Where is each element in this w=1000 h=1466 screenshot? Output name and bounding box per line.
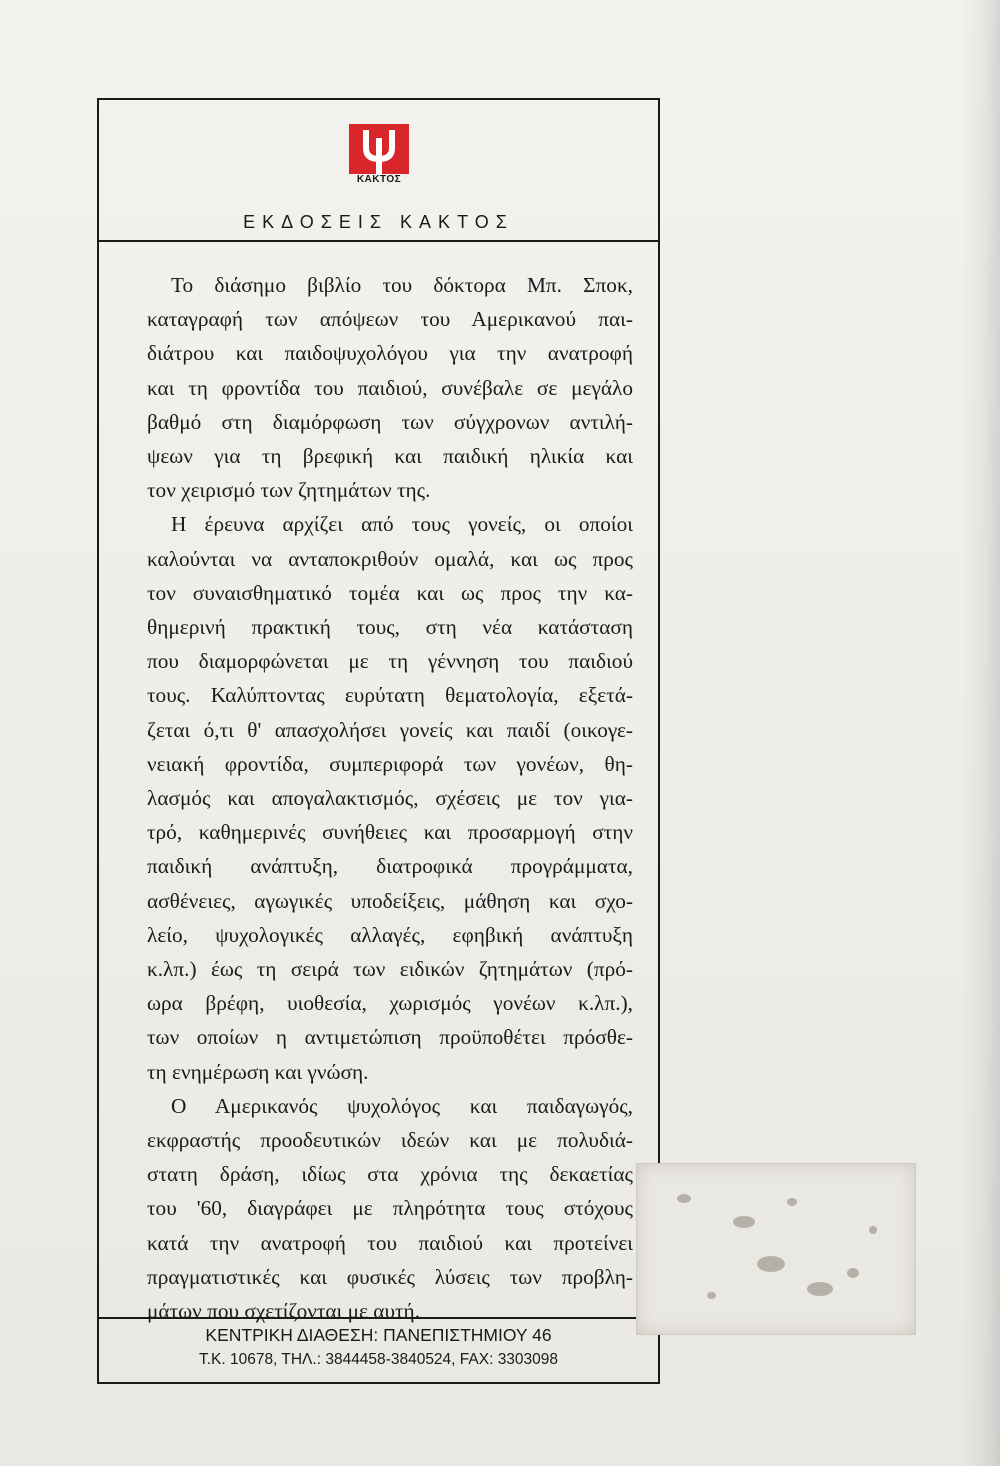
- blurb-line: λείο, ψυχολογικές αλλαγές, εφηβική ανάπτυξη: [147, 922, 633, 947]
- blurb-line: των οποίων η αντιμετώπιση προϋποθέτει πρόσθε-: [147, 1025, 633, 1050]
- blurb-line: διάτρου και παιδοψυχολόγου για την ανατροφή: [147, 341, 633, 366]
- blurb-line: παιδική ανάπτυξη, διατροφικά προγράμματα,: [147, 854, 633, 879]
- blurb-line: τους. Καλύπτοντας ευρύτατη θεματολογία, εξετά-: [147, 683, 633, 708]
- blurb-line: ψεων για τη βρεφική και παιδική ηλικία και: [147, 444, 633, 469]
- cover-frame: [97, 98, 660, 1384]
- blurb-paragraph: [147, 507, 633, 1088]
- publisher-name: ΕΚΔΟΣΕΙΣ ΚΑΚΤΟΣ: [243, 212, 514, 232]
- blurb-line: εκφραστής προοδευτικών ιδεών και με πολυδιά-: [147, 1128, 633, 1153]
- blurb-line: τη ενημέρωση και γνώση.: [147, 1059, 369, 1084]
- blurb-line: ωρα βρέφη, υιοθεσία, χωρισμός γονέων κ.λπ.),: [147, 991, 633, 1016]
- distribution-footer: [99, 1317, 658, 1382]
- blurb-line: πραγματιστικές και φυσικές λύσεις των προβλη-: [147, 1264, 633, 1289]
- blurb-paragraph: [147, 268, 633, 507]
- logo-caption: ΚΑΚΤΟΣ: [356, 174, 402, 185]
- blurb-line: Ο Αμερικανός ψυχολόγος και παιδαγωγός,: [171, 1093, 633, 1118]
- blurb-line: Το διάσημο βιβλίο του δόκτορα Μπ. Σποκ,: [171, 273, 633, 297]
- blurb-line: βαθμό στη διαμόρφωση των σύγχρονων αντιλή-: [147, 409, 633, 434]
- blurb-line: καλούνται να ανταποκριθούν ομαλά, και ως προς: [147, 546, 633, 571]
- torn-price-sticker: [636, 1163, 916, 1335]
- blurb-line: ασθένειες, αγωγικές υποδείξεις, μάθηση και σχο-: [147, 888, 633, 913]
- blurb-line: θημερινή πρακτική τους, στη νέα κατάσταση: [147, 615, 633, 640]
- blurb-line: τον χειρισμό των ζητημάτων της.: [147, 478, 431, 503]
- blurb-line: μάτων που σχετίζονται με αυτή.: [147, 1299, 421, 1324]
- blurb-line: καταγραφή των απόψεων του Αμερικανού παι-: [147, 307, 633, 332]
- blurb-line: κατά την ανατροφή του παιδιού και προτείνει: [147, 1230, 633, 1255]
- address-line: ΚΕΝΤΡΙΚΗ ΔΙΑΘΕΣΗ: ΠΑΝΕΠΙΣΤΗΜΙΟΥ 46: [205, 1325, 552, 1345]
- blurb-line: τρό, καθημερινές συνήθειες και προσαρμογή στην: [147, 820, 633, 845]
- publisher-header: [99, 100, 658, 242]
- blurb-text: [147, 268, 633, 1328]
- contact-line: Τ.Κ. 10678, ΤΗΛ.: 3844458-3840524, FAX: 3303098: [198, 1351, 559, 1368]
- blurb-line: ζεται ό,τι θ' απασχολήσει γονείς και παιδί (οικογε-: [147, 717, 633, 742]
- blurb-line: κ.λπ.) έως τη σειρά των ειδικών ζητημάτων (πρό-: [147, 957, 633, 982]
- blurb-line: Η έρευνα αρχίζει από τους γονείς, οι οποίοι: [171, 512, 633, 537]
- blurb-line: του '60, διαγράφει με πληρότητα τους στόχους: [147, 1196, 633, 1221]
- blurb-line: λασμός και απογαλακτισμός, σχέσεις με τον για-: [147, 786, 633, 811]
- blurb-paragraph: [147, 1089, 633, 1328]
- blurb-line: στατη δράση, ιδίως στα χρόνια της δεκαετίας: [147, 1162, 633, 1187]
- blurb-line: και τη φροντίδα του παιδιού, συνέβαλε σε μεγάλο: [147, 375, 633, 400]
- blurb-line: που διαμορφώνεται με τη γέννηση του παιδιού: [147, 649, 633, 674]
- blurb-line: νειακή φροντίδα, συμπεριφορά των γονέων, θη-: [147, 751, 633, 776]
- spine-shadow: [960, 0, 1000, 1466]
- blurb-line: τον συναισθηματικό τομέα και ως προς την κα-: [147, 580, 633, 605]
